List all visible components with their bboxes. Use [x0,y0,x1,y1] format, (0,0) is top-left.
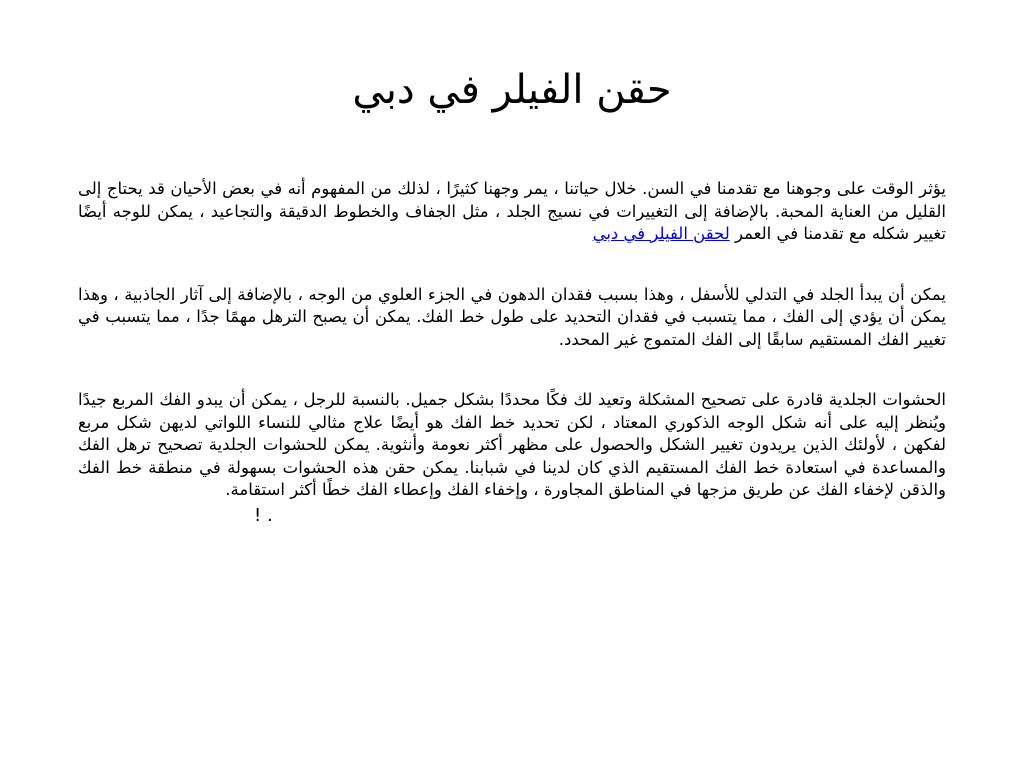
trailing-mark: ! . [254,504,273,526]
paragraph-2: يمكن أن يبدأ الجلد في التدلي للأسفل ، وهذا بسبب فقدان الدهون في الجزء العلوي من الوجه ، بالإضافة إلى آثار الجاذبية ، وهذا يمكن أن يؤدي إلى الفك ، مما يتسبب في فقدان التحديد على طول خط الفك. يمكن أن يصبح الترهل مهمًا جدًا ، مما يتسبب في تغيير الفك المستقيم سابقًا إلى الفك المتموج غير المحدد. [78,284,946,349]
paragraph-1-text: يؤثر الوقت على وجوهنا مع تقدمنا في السن. خلال حياتنا ، يمر وجهنا كثيرًا ، لذلك من المفهوم أنه في بعض الأحيان قد يحتاج إلى القليل من العناية المحبة. بالإضافة إلى التغييرات في نسيج الجلد ، مثل الجفاف والخطوط الدقيقة والتجاعيد ، يمكن للوجه أيضًا تغيير شكله مع تقدمنا في العمر [78,179,946,243]
paragraph-3: الحشوات الجلدية قادرة على تصحيح المشكلة وتعيد لك فكًا محددًا بشكل جميل. بالنسبة للرجل ، يمكن أن يبدو الفك المربع جيدًا ويُنظر إليه على أنه شكل الوجه الذكوري المعتاد ، لكن تحديد خط الفك هو أيضًا علاج مثالي للنساء اللواتي لديهن شكل مربع لفكهن ، لأولئك الذين يريدون تغيير الشكل والحصول على مظهر أكثر نعومة وأنثوية. يمكن للحشوات الجلدية تصحيح ترهل الفك والمساعدة في استعادة خط الفك المستقيم الذي كان لدينا في شبابنا. يمكن حقن هذه الحشوات بسهولة في منطقة خط الفك والذقن لإخفاء الفك عن طريق مزجها في المناطق المجاورة ، وإخفاء الفك وإعطاء الفك خطًا أكثر استقامة. [78,390,946,499]
slide-body [78,178,946,528]
page-title: حقن الفيلر في دبي [352,67,672,113]
paragraph-1 [78,178,946,246]
filler-dubai-link[interactable]: لحقن الفيلر في دبي [592,224,730,243]
